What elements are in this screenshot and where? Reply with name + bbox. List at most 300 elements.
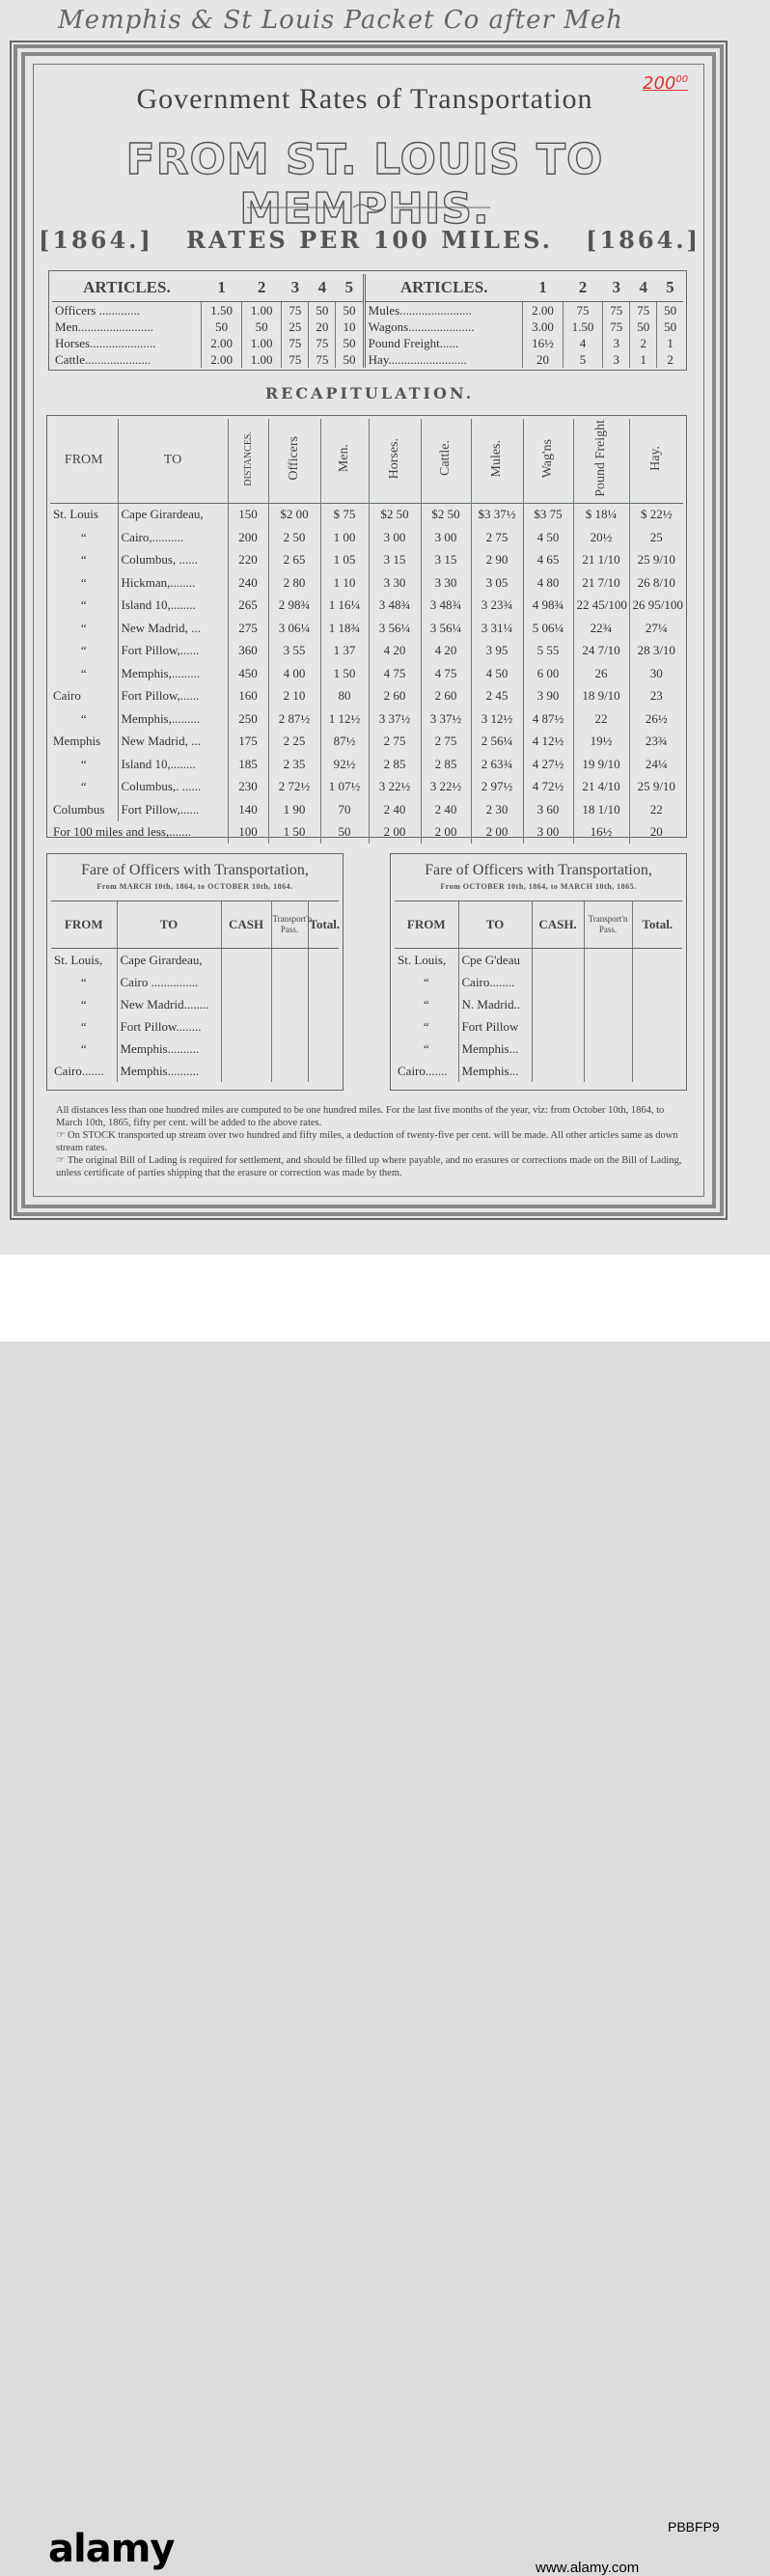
fare-from: “ — [423, 1040, 429, 1056]
recap-cell: 3 56¼ — [421, 617, 471, 640]
fare-to: Memphis... — [458, 1060, 532, 1082]
rates-cell: 1.00 — [241, 351, 282, 368]
rates-cell: Mules....................... — [364, 302, 523, 319]
recap-cell: 26½ — [629, 707, 683, 731]
recap-cell: Memphis — [53, 734, 101, 749]
recap-cell: 27¼ — [629, 617, 683, 640]
recap-cell: 6 00 — [523, 662, 573, 685]
recap-header — [471, 419, 523, 503]
recap-cell: 3 12½ — [471, 707, 523, 731]
document-page — [0, 0, 770, 1255]
fare-blank-cell — [271, 1060, 308, 1082]
recap-cell: 21 1/10 — [573, 549, 629, 572]
footnote: All distances less than one hundred miles are computed to be one hundred miles. For the last five months of the year, viz: from October 10th, 1864, to March 10th, 1865, fifty per cent. will be added to the above rates. — [56, 1105, 665, 1128]
fare-row — [395, 993, 682, 1015]
recap-cell: New Madrid, ... — [118, 731, 228, 754]
rates-cell: 50 — [336, 335, 364, 351]
rates-cell: 1.00 — [241, 335, 282, 351]
rates-year-right: [1864.] — [586, 226, 701, 254]
rates-cell: Officers ............. — [55, 302, 140, 318]
recap-cell: 3 15 — [369, 549, 421, 572]
recap-cell: Fort Pillow,...... — [118, 640, 228, 663]
recap-cell: 4 87½ — [523, 707, 573, 731]
recap-cell: 5 55 — [523, 640, 573, 663]
recap-cell: 25 9/10 — [629, 549, 683, 572]
recap-cell: 70 — [320, 798, 369, 821]
recap-cell: 2 90 — [471, 549, 523, 572]
recap-cell: 1 16¼ — [320, 595, 369, 618]
rates-cell: 75 — [282, 302, 309, 319]
recap-cell: 3 31¼ — [471, 617, 523, 640]
rates-cell: 20 — [523, 351, 564, 368]
recap-cell: 24 7/10 — [573, 640, 629, 663]
fare-from: Cairo....... — [398, 1063, 448, 1078]
recap-cell: 21 7/10 — [573, 571, 629, 595]
fare-blank-cell — [584, 971, 632, 993]
rates-header: 4 — [309, 274, 336, 302]
fare-blank-cell — [584, 949, 632, 972]
recap-cell: 87½ — [320, 731, 369, 754]
recap-cell: 1 07½ — [320, 776, 369, 799]
recap-cell: 4 65 — [523, 549, 573, 572]
fare-header: TO — [117, 901, 221, 949]
fare-blank-cell — [308, 949, 339, 972]
recap-header — [573, 419, 629, 503]
recap-cell: 26 — [573, 662, 629, 685]
recap-cell: 2 60 — [369, 685, 421, 708]
recap-header — [421, 419, 471, 503]
recap-cell: 2 87½ — [268, 707, 320, 731]
recap-row — [50, 549, 683, 572]
recap-cell: Columbus,. ...... — [118, 776, 228, 799]
rates-header: 1 — [523, 274, 564, 302]
rates-cell: 1.50 — [563, 319, 603, 335]
recap-cell: $ 18¼ — [573, 503, 629, 526]
rates-table — [52, 274, 683, 368]
recap-cell: 2 80 — [268, 571, 320, 595]
fare-row — [51, 993, 339, 1015]
fare-row — [51, 1038, 339, 1060]
recap-cell: 2 10 — [268, 685, 320, 708]
fare-subtitle: From OCTOBER 10th, 1864, to MARCH 10th, 1865. — [440, 882, 637, 891]
recap-cell: 3 56¼ — [369, 617, 421, 640]
fare-row — [395, 949, 682, 972]
recap-cell: 3 37½ — [369, 707, 421, 731]
recap-header — [369, 419, 421, 503]
rates-cell: Men........................ — [55, 319, 153, 334]
rates-label: RATES PER 100 MILES. — [186, 226, 553, 254]
recap-cell: Columbus, ...... — [118, 549, 228, 572]
rates-cell: 75 — [309, 335, 336, 351]
watermark-bar — [0, 1255, 770, 2576]
recap-cell: 1 50 — [320, 662, 369, 685]
recap-cell: 2 85 — [421, 753, 471, 776]
fare-row — [51, 1015, 339, 1038]
recap-cell: 2 25 — [268, 731, 320, 754]
fare-subtitle: From MARCH 10th, 1864, to OCTOBER 10th, 1864. — [96, 882, 293, 891]
recap-cell: 230 — [228, 776, 268, 799]
recap-cell: 2 85 — [369, 753, 421, 776]
fare-to: Fort Pillow — [458, 1015, 532, 1038]
recap-cell: 22 45/100 — [573, 595, 629, 618]
recap-header-label: Horses. — [387, 437, 401, 480]
recap-header-label: Wag'ns — [540, 438, 555, 478]
recap-cell: Cairo,.......... — [118, 526, 228, 549]
recap-cell: 2 35 — [268, 753, 320, 776]
fare-blank-cell — [532, 993, 584, 1015]
recap-cell: 3 90 — [523, 685, 573, 708]
recap-header: FROM — [50, 419, 118, 503]
recap-cell: 2 40 — [369, 798, 421, 821]
rates-cell: 50 — [657, 302, 683, 319]
fare-blank-cell — [308, 1060, 339, 1082]
rates-heading — [39, 226, 701, 254]
fare-blank-cell — [271, 971, 308, 993]
recap-cell: 2 60 — [421, 685, 471, 708]
fare-header: Total. — [632, 901, 682, 949]
fare-blank-cell — [221, 949, 271, 972]
recap-row — [50, 503, 683, 526]
recap-cell: 20 — [629, 821, 683, 845]
rates-header: 2 — [563, 274, 603, 302]
flourish-divider — [247, 203, 490, 212]
rates-header: ARTICLES. — [52, 274, 202, 302]
fare-to: Cpe G'deau — [458, 949, 532, 972]
rates-cell: 1.00 — [241, 302, 282, 319]
recap-cell: 275 — [228, 617, 268, 640]
document-title-line1: Government Rates of Transportation — [136, 83, 593, 115]
recap-cell: 3 48¾ — [421, 595, 471, 618]
recap-row — [50, 595, 683, 618]
recap-row — [50, 571, 683, 595]
fare-to: New Madrid........ — [117, 993, 221, 1015]
fare-blank-cell — [271, 993, 308, 1015]
recap-cell: 360 — [228, 640, 268, 663]
fare-blank-cell — [584, 1038, 632, 1060]
fare-blank-cell — [632, 971, 682, 993]
recap-row — [50, 640, 683, 663]
recap-cell: Columbus — [53, 801, 105, 817]
recap-cell: “ — [80, 620, 87, 635]
recap-cell: 21 4/10 — [573, 776, 629, 799]
recap-row — [50, 526, 683, 549]
recap-cell: 2 75 — [471, 526, 523, 549]
recap-cell: 240 — [228, 571, 268, 595]
fare-to: Cairo ............... — [117, 971, 221, 993]
site-url: www.alamy.com — [536, 2560, 640, 2576]
recap-cell: $2 50 — [421, 503, 471, 526]
recap-cell: “ — [80, 756, 87, 771]
recap-cell: 4 50 — [523, 526, 573, 549]
recap-cell: 160 — [228, 685, 268, 708]
rates-cell: 75 — [309, 351, 336, 368]
fare-box-winter — [390, 853, 687, 1091]
recap-cell: 5 06¼ — [523, 617, 573, 640]
recap-cell: 2 40 — [421, 798, 471, 821]
recap-cell: 2 72½ — [268, 776, 320, 799]
rates-cell: 5 — [563, 351, 603, 368]
fare-from: Cairo....... — [54, 1063, 104, 1078]
recap-cell: Island 10,........ — [118, 753, 228, 776]
fare-from: St. Louis, — [398, 952, 447, 967]
fare-blank-cell — [308, 1038, 339, 1060]
fare-title: Fare of Officers with Transportation, — [81, 862, 309, 878]
fare-blank-cell — [632, 949, 682, 972]
rates-cell: Horses..................... — [55, 335, 156, 350]
recap-cell: $ 75 — [320, 503, 369, 526]
recap-cell: 50 — [320, 821, 369, 845]
fare-blank-cell — [308, 1015, 339, 1038]
fare-title: Fare of Officers with Transportation, — [425, 862, 652, 878]
fare-to: Memphis.......... — [117, 1060, 221, 1082]
recap-cell: 92½ — [320, 753, 369, 776]
rates-row — [52, 335, 683, 351]
recap-cell: 1 50 — [268, 821, 320, 845]
recap-cell: 100 — [228, 821, 268, 845]
recap-cell: 2 45 — [471, 685, 523, 708]
fare-from: “ — [80, 974, 87, 989]
recap-cell: $ 22½ — [629, 503, 683, 526]
fare-box-summer — [46, 853, 344, 1091]
rates-cell: 50 — [336, 302, 364, 319]
rates-cell: Wagons..................... — [364, 319, 523, 335]
recap-cell: 450 — [228, 662, 268, 685]
recap-cell: $2 00 — [268, 503, 320, 526]
rates-header: 2 — [241, 274, 282, 302]
rates-cell: 2.00 — [202, 351, 242, 368]
rates-cell: 2.00 — [202, 335, 242, 351]
rates-cell: Cattle..................... — [55, 351, 151, 367]
fare-blank-cell — [308, 993, 339, 1015]
fare-blank-cell — [632, 993, 682, 1015]
rates-cell: 75 — [563, 302, 603, 319]
rates-header: 4 — [630, 274, 657, 302]
recap-cell: 4 20 — [421, 640, 471, 663]
fare-blank-cell — [221, 1060, 271, 1082]
rates-cell: 50 — [630, 319, 657, 335]
recap-cell: “ — [80, 574, 87, 590]
rates-cell: 50 — [241, 319, 282, 335]
recap-cell: Fort Pillow,...... — [118, 685, 228, 708]
recap-cell: 4 80 — [523, 571, 573, 595]
recap-cell: 1 00 — [320, 526, 369, 549]
recap-cell: 3 30 — [369, 571, 421, 595]
fare-to: Fort Pillow........ — [117, 1015, 221, 1038]
rates-cell: 1 — [657, 335, 683, 351]
recap-cell: 3 48¾ — [369, 595, 421, 618]
recap-cell: 3 00 — [523, 821, 573, 845]
fare-header: Transport'n Pass. — [584, 901, 632, 949]
recap-cell: 250 — [228, 707, 268, 731]
recap-cell: $3 75 — [523, 503, 573, 526]
recap-cell: 19½ — [573, 731, 629, 754]
recap-cell: 4 50 — [471, 662, 523, 685]
recap-cell: 3 60 — [523, 798, 573, 821]
recap-header-label: Men. — [337, 444, 351, 473]
recap-cell: 3 30 — [421, 571, 471, 595]
fare-header: Transport'n Pass. — [271, 901, 308, 949]
document-title-line2: FROM ST. LOUIS TO MEMPHIS. — [125, 135, 604, 234]
rates-cell: Hay......................... — [364, 351, 523, 368]
fare-to: N. Madrid.. — [458, 993, 532, 1015]
rates-header: 1 — [202, 274, 242, 302]
recap-cell: Fort Pillow,...... — [118, 798, 228, 821]
fare-blank-cell — [632, 1060, 682, 1082]
handwritten-price: $200^{00}$ — [643, 73, 689, 94]
recap-cell: 16½ — [573, 821, 629, 845]
recap-row — [50, 753, 683, 776]
recap-cell: 3 95 — [471, 640, 523, 663]
recap-cell: 2 98¾ — [268, 595, 320, 618]
recap-cell: 18 9/10 — [573, 685, 629, 708]
recap-cell: 20½ — [573, 526, 629, 549]
recap-cell: 80 — [320, 685, 369, 708]
rates-cell: 50 — [309, 302, 336, 319]
rates-cell: 50 — [202, 319, 242, 335]
recap-cell: $3 37½ — [471, 503, 523, 526]
image-id: PBBFP9 — [668, 2519, 720, 2534]
fare-header: Total. — [308, 901, 339, 949]
handwritten-annotation: Memphis & St Louis Packet Co after Meh — [58, 6, 623, 35]
rates-header: 3 — [282, 274, 309, 302]
footnotes — [56, 1104, 685, 1179]
recap-cell: 3 37½ — [421, 707, 471, 731]
recap-cell: 24¼ — [629, 753, 683, 776]
recap-cell: 19 9/10 — [573, 753, 629, 776]
fare-row — [51, 971, 339, 993]
recap-row — [50, 707, 683, 731]
recap-row — [50, 662, 683, 685]
recap-cell: 4 12½ — [523, 731, 573, 754]
recap-cell: 4 00 — [268, 662, 320, 685]
recap-cell: 4 75 — [369, 662, 421, 685]
fare-from: “ — [80, 996, 87, 1011]
rates-cell: 75 — [282, 335, 309, 351]
recap-header-label: Officers — [287, 436, 301, 481]
recap-cell: 2 00 — [421, 821, 471, 845]
rates-cell: 2 — [630, 335, 657, 351]
fare-blank-cell — [532, 1038, 584, 1060]
recap-cell: 3 15 — [421, 549, 471, 572]
recap-cell: St. Louis — [53, 507, 98, 522]
fare-from: “ — [80, 1018, 87, 1034]
recap-cell: 2 65 — [268, 549, 320, 572]
recap-cell: 1 12½ — [320, 707, 369, 731]
fare-blank-cell — [308, 971, 339, 993]
recap-cell: 185 — [228, 753, 268, 776]
recap-cell: 28 3/10 — [629, 640, 683, 663]
rates-header: 5 — [336, 274, 364, 302]
recap-row — [50, 731, 683, 754]
fare-to: Memphis.......... — [117, 1038, 221, 1060]
recap-cell: 1 10 — [320, 571, 369, 595]
recap-header — [629, 419, 683, 503]
recap-header-label: DISTANCES. — [242, 430, 254, 486]
recap-header-label: Hay. — [648, 445, 664, 471]
fare-row — [395, 1060, 682, 1082]
fare-from: “ — [80, 1040, 87, 1056]
fare-to: Cairo........ — [458, 971, 532, 993]
rates-row — [52, 302, 683, 319]
fare-blank-cell — [532, 949, 584, 972]
recap-cell: 1 05 — [320, 549, 369, 572]
recap-header-label: Cattle. — [438, 440, 453, 477]
recap-row — [50, 776, 683, 799]
recap-cell: Island 10,........ — [118, 595, 228, 618]
rates-cell: 1 — [630, 351, 657, 368]
rates-header: 3 — [603, 274, 630, 302]
recap-cell: Memphis,......... — [118, 707, 228, 731]
recap-cell: 22 — [573, 707, 629, 731]
fare-to: Memphis... — [458, 1038, 532, 1060]
rates-row — [52, 351, 683, 368]
rates-header: 5 — [657, 274, 683, 302]
fare-header: FROM — [395, 901, 458, 949]
recap-cell: 175 — [228, 731, 268, 754]
recap-header — [320, 419, 369, 503]
rates-cell: 16½ — [523, 335, 564, 351]
recap-cell: For 100 miles and less,....... — [53, 824, 191, 840]
recap-cell: 25 — [629, 526, 683, 549]
recap-cell: “ — [80, 665, 87, 680]
fare-blank-cell — [271, 1015, 308, 1038]
rates-cell: 20 — [309, 319, 336, 335]
rates-cell: 3 — [603, 335, 630, 351]
fare-blank-cell — [271, 949, 308, 972]
fare-blank-cell — [221, 993, 271, 1015]
fare-blank-cell — [532, 971, 584, 993]
fare-header: FROM — [51, 901, 117, 949]
recap-heading: RECAPITULATION. — [264, 384, 475, 402]
recap-cell: 265 — [228, 595, 268, 618]
recap-cell: 3 22½ — [369, 776, 421, 799]
recap-cell: 4 75 — [421, 662, 471, 685]
rates-cell: 50 — [336, 351, 364, 368]
recap-row — [50, 821, 683, 845]
rates-row — [52, 319, 683, 335]
recap-cell: New Madrid, ... — [118, 617, 228, 640]
recap-cell: Hickman,........ — [118, 571, 228, 595]
fare-row — [51, 949, 339, 972]
fare-from: St. Louis, — [54, 952, 103, 967]
fare-row — [51, 1060, 339, 1082]
alamy-logo: alamy — [48, 2527, 175, 2571]
fare-table — [51, 900, 339, 1082]
fare-from: “ — [423, 1018, 429, 1034]
recap-cell: 3 05 — [471, 571, 523, 595]
rates-cell: 75 — [630, 302, 657, 319]
recap-cell: 26 8/10 — [629, 571, 683, 595]
fare-blank-cell — [632, 1038, 682, 1060]
recap-cell: 3 55 — [268, 640, 320, 663]
recap-cell: 3 23¾ — [471, 595, 523, 618]
footnote: ☞ On STOCK transported up stream over two hundred and fifty miles, a deduction of twenty-five per cent. will be made. All other articles same as down stream rates. — [56, 1130, 678, 1153]
recap-cell: 1 37 — [320, 640, 369, 663]
fare-blank-cell — [584, 1015, 632, 1038]
fare-header: CASH. — [532, 901, 584, 949]
recap-cell: 2 30 — [471, 798, 523, 821]
rates-header: ARTICLES. — [364, 274, 523, 302]
fare-from: “ — [423, 974, 429, 989]
rates-cell: Pound Freight...... — [364, 335, 523, 351]
recap-cell: 220 — [228, 549, 268, 572]
recap-cell: 25 9/10 — [629, 776, 683, 799]
recap-cell: 140 — [228, 798, 268, 821]
recap-cell: “ — [80, 597, 87, 613]
rates-cell: 2.00 — [523, 302, 564, 319]
fare-row — [395, 1015, 682, 1038]
recap-cell: “ — [80, 710, 87, 726]
